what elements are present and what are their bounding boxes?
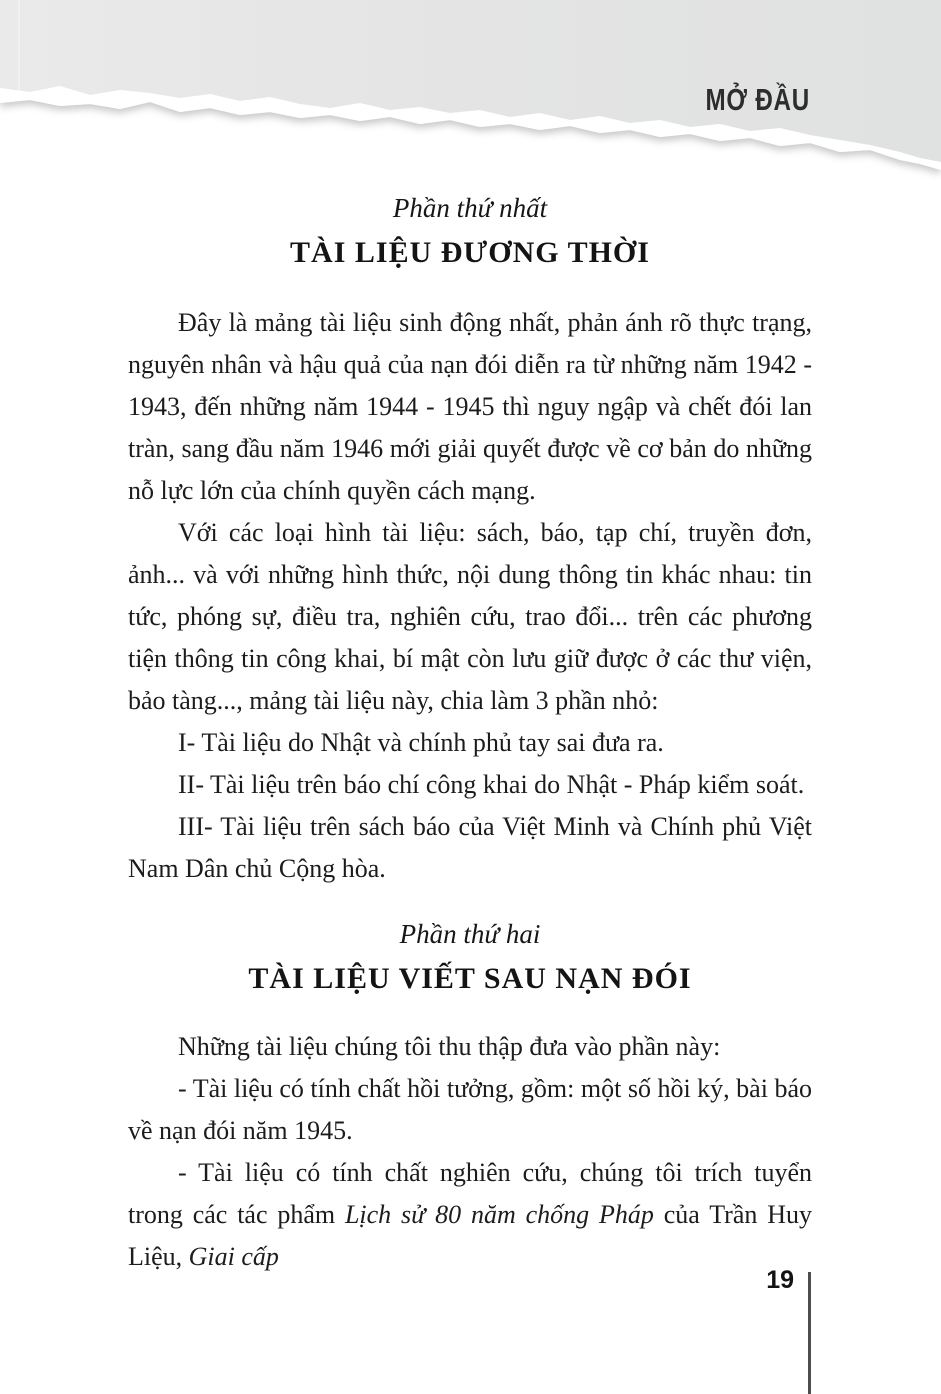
paragraph: Đây là mảng tài liệu sinh động nhất, phản ánh rõ thực trạng, nguyên nhân và hậu quả của nạn đói diễn ra từ những năm 1942 - 1943, đến những năm 1944 - 1945 thì nguy ngập và chết đói lan tràn, sang đầu năm 1946 mới giải quyết được về cơ bản do những nỗ lực lớn của chính quyền cách mạng. xyxy=(128,308,812,505)
section-2-kicker: Phần thứ hai xyxy=(399,919,541,949)
paper-texture-line xyxy=(18,0,20,90)
paragraph: Những tài liệu chúng tôi thu thập đưa vào phần này: xyxy=(178,1032,721,1061)
section-1-title: TÀI LIỆU ĐƯƠNG THỜI xyxy=(290,236,650,269)
text-column xyxy=(128,192,812,1278)
section-2-body xyxy=(128,1026,812,1278)
list-item: III- Tài liệu trên sách báo của Việt Minh và Chính phủ Việt Nam Dân chủ Cộng hòa. xyxy=(128,812,812,883)
paragraph: - Tài liệu có tính chất hồi tưởng, gồm: một số hồi ký, bài báo về nạn đói năm 1945. xyxy=(128,1074,812,1145)
running-head: MỞ ĐẦU xyxy=(705,82,810,117)
section-1-kicker: Phần thứ nhất xyxy=(392,193,548,223)
section-1-body xyxy=(128,302,812,890)
section-2 xyxy=(128,918,812,1278)
page-number: 19 xyxy=(766,1266,794,1294)
list-item: I- Tài liệu do Nhật và chính phủ tay sai đưa ra. xyxy=(178,728,664,757)
paragraph: - Tài liệu có tính chất nghiên cứu, chúng tôi trích tuyển trong các tác phẩm Lịch sử 80 năm chống Pháp của Trần Huy Liệu, Giai cấp xyxy=(128,1158,812,1271)
section-1 xyxy=(128,192,812,890)
paragraph: Với các loại hình tài liệu: sách, báo, tạp chí, truyền đơn, ảnh... và với những hình thức, nội dung thông tin khác nhau: tin tức, phóng sự, điều tra, nghiên cứu, trao đổi... trên các phương tiện thông tin công khai, bí mật còn lưu giữ được ở các thư viện, bảo tàng..., mảng tài liệu này, chia làm 3 phần nhỏ: xyxy=(128,518,812,715)
footer-vertical-rule xyxy=(808,1272,811,1394)
section-2-title: TÀI LIỆU VIẾT SAU NẠN ĐÓI xyxy=(248,962,692,995)
list-item: II- Tài liệu trên báo chí công khai do Nhật - Pháp kiểm soát. xyxy=(178,770,805,799)
